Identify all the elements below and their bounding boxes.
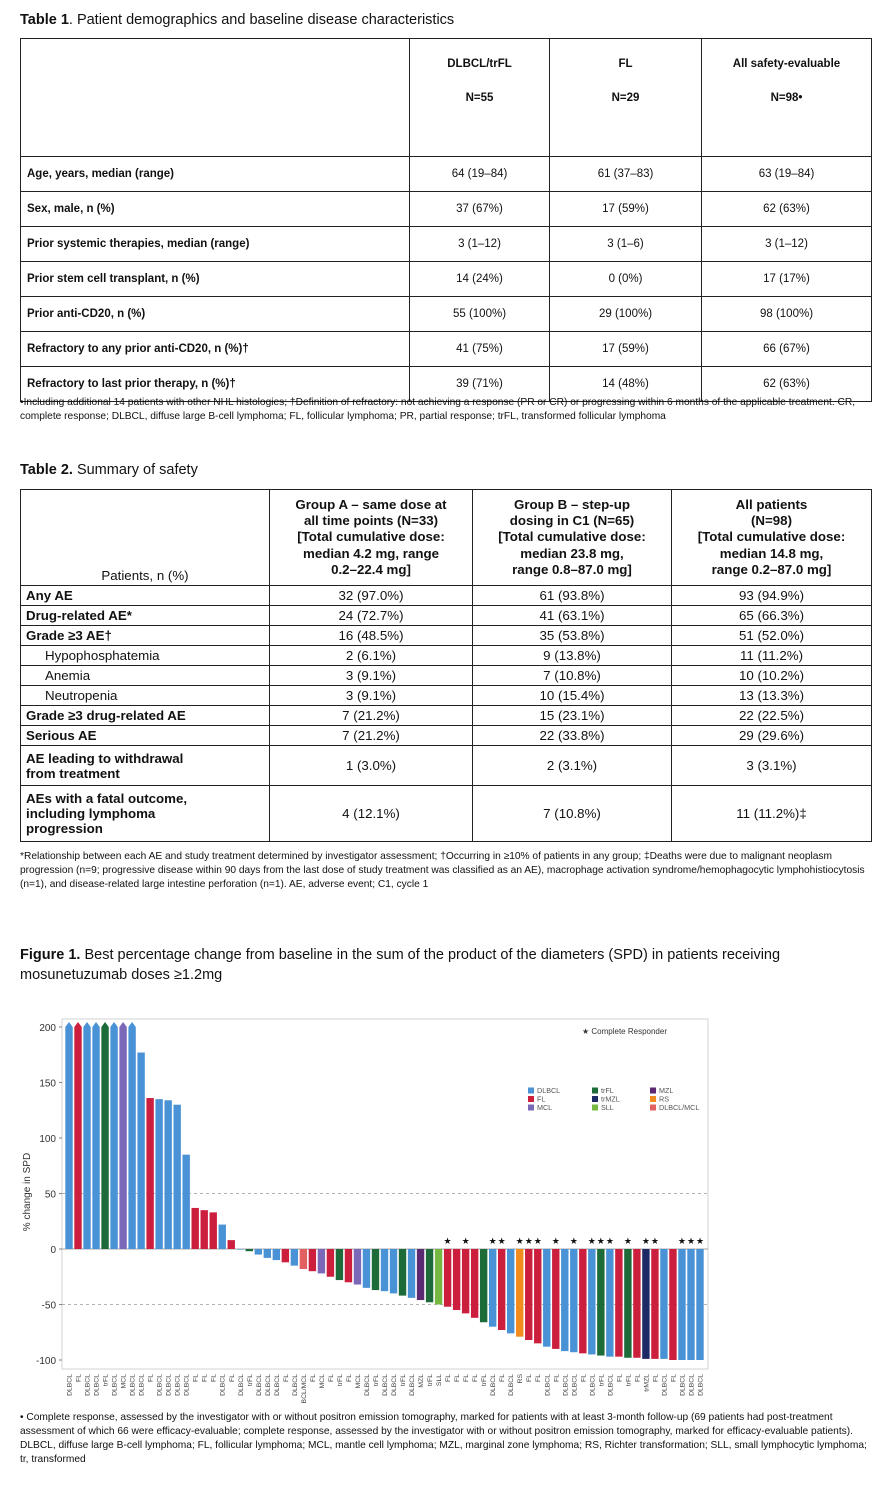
table2-row: AEs with a fatal outcome, including lymphoma progression 4 (12.1%) 7 (10.8%) 11 (11.2%)‡ (21, 786, 872, 842)
bar (417, 1249, 424, 1300)
table2-footnote: *Relationship between each AE and study treatment determined by investigator assessment; †Occurring in ≥10% of patients in any group; ‡Deaths were due to malignant neoplasm progression (n=9; progressive disease within 90 days from the last dose of study treatment was classified as an AE), macrophage activation syndrome/hemophagocytic lymphohistiocytosis (n=1), and disease-related large intestine perforation (n=1). AE, adverse event; C1, cycle 1 (20, 851, 865, 891)
bar (516, 1249, 523, 1337)
x-tick-label: DLBCL (183, 1374, 191, 1396)
bar (83, 1027, 90, 1249)
table2-row: Hypophosphatemia 2 (6.1%) 9 (13.8%) 11 (11.2%) (21, 646, 872, 666)
bar (534, 1249, 541, 1343)
bar (210, 1212, 217, 1249)
x-tick-label: DLBCL (219, 1374, 227, 1396)
bar (444, 1249, 451, 1307)
x-tick-label: FL (526, 1374, 534, 1382)
table2-col-group-b: Group B – step-up dosing in C1 (N=65) [Total cumulative dose: median 23.8 mg, range 0.8–87.0 mg] (473, 490, 672, 586)
legend-label: trMZL (601, 1094, 620, 1104)
x-tick-label: DLBCL (391, 1374, 399, 1396)
bar (92, 1027, 99, 1249)
table2-row: Neutropenia 3 (9.1%) 10 (15.4%) 13 (13.3%) (21, 686, 872, 706)
legend-swatch (650, 1105, 656, 1111)
complete-responder-legend: ★ Complete Responder (582, 1027, 667, 1036)
table2-row: AE leading to withdrawal from treatment 1 (3.0%) 2 (3.1%) 3 (3.1%) (21, 746, 872, 786)
x-tick-label: DLBCL (66, 1374, 74, 1396)
table2-col-group-a: Group A – same dose at all time points (N=33) [Total cumulative dose: median 4.2 mg, range 0.2–22.4 mg] (270, 490, 473, 586)
bar (381, 1249, 388, 1291)
table2-col-all: All patients (N=98) [Total cumulative dose: median 14.8 mg, range 0.2–87.0 mg] (672, 490, 872, 586)
figure1-caption: Figure 1. Best percentage change from baseline in the sum of the product of the diameters (SPD) in patients receiving mosunetuzumab doses ≥1.2mg (20, 947, 781, 983)
legend-label: DLBCL/MCL (659, 1103, 700, 1112)
bar (651, 1249, 658, 1359)
x-tick-label: DLBCL (688, 1374, 696, 1396)
capped-arrow (110, 1022, 117, 1027)
legend-swatch (528, 1096, 534, 1102)
legend-swatch (592, 1088, 598, 1094)
x-tick-label: DLBCL (508, 1374, 516, 1396)
safety-table (20, 489, 872, 842)
bar (327, 1249, 334, 1277)
complete-responder-marker: ★ (623, 1237, 632, 1247)
y-tick-label: -50 (41, 1300, 56, 1312)
bar (435, 1249, 442, 1305)
bar (525, 1249, 532, 1340)
bar (146, 1098, 153, 1249)
figure1-footnote: • Complete response, assessed by the investigator with or without positron emission tomography, marked for patients with at least 3-month follow-up (69 patients had post-treatment assessment of which 66 were efficacy-evaluable; complete response, assessed by the investigator with or without positron emission tomography, marked for efficacy-evaluable patients). DLBCL, diffuse large B-cell lymphoma; FL, follicular lymphoma; MCL, mantle cell lymphoma; MZL, marginal zone lymphoma; RS, Richter transformation; SLL, small lymphocytic lymphoma; tr, transformed (20, 1412, 867, 1466)
x-tick-label: FL (454, 1374, 462, 1382)
bar (372, 1249, 379, 1290)
table2-caption: Table 2. Summary of safety (20, 462, 198, 478)
bar (354, 1249, 361, 1285)
table2-row: Drug-related AE* 24 (72.7%) 41 (63.1%) 65 (66.3%) (21, 606, 872, 626)
bar (110, 1027, 117, 1249)
legend-swatch (650, 1096, 656, 1102)
complete-responder-marker: ★ (533, 1237, 542, 1247)
table1-corner-cell (21, 39, 410, 157)
bar (300, 1249, 307, 1269)
complete-responder-marker: ★ (488, 1237, 497, 1247)
bar (615, 1249, 622, 1357)
bar (552, 1249, 559, 1349)
complete-responder-marker: ★ (524, 1237, 533, 1247)
bar (390, 1249, 397, 1293)
table2-row: Any AE 32 (97.0%) 61 (93.8%) 93 (94.9%) (21, 586, 872, 606)
x-tick-label: DLBCL (156, 1374, 164, 1396)
x-tick-label: RS (517, 1374, 525, 1384)
x-tick-label: FL (445, 1374, 453, 1382)
x-tick-label: DLBCL (409, 1374, 417, 1396)
x-tick-label: trFL (427, 1374, 435, 1387)
x-tick-label: MCL (318, 1374, 326, 1389)
capped-arrow (92, 1022, 99, 1027)
bar (264, 1249, 271, 1258)
complete-responder-marker: ★ (686, 1237, 696, 1247)
x-tick-label: DLBCL (237, 1374, 245, 1396)
x-tick-label: FL (499, 1374, 507, 1382)
x-tick-label: DLBCL (544, 1374, 552, 1396)
bar (642, 1249, 649, 1359)
bar (318, 1249, 325, 1273)
bar (246, 1249, 253, 1251)
bar (192, 1208, 199, 1249)
bar (696, 1249, 703, 1360)
x-tick-label: DLBCL (363, 1374, 371, 1396)
x-tick-label: trFL (598, 1374, 606, 1387)
x-tick-label: FL (345, 1374, 353, 1382)
x-tick-label: FL (652, 1374, 660, 1382)
table2-row: Anemia 3 (9.1%) 7 (10.8%) 10 (10.2%) (21, 666, 872, 686)
bar (345, 1249, 352, 1282)
x-tick-label: DLBCL (490, 1374, 498, 1396)
legend-label: MCL (537, 1103, 553, 1112)
bar (561, 1249, 568, 1351)
x-tick-label: FL (580, 1374, 588, 1382)
y-axis-label: % change in SPD (22, 1152, 33, 1232)
table1-row: Age, years, median (range) 64 (19–84) 61 (37–83) 63 (19–84) (21, 157, 872, 192)
x-tick-label: MCL (120, 1374, 128, 1389)
x-tick-label: DLBCL (697, 1374, 705, 1396)
bar (182, 1155, 189, 1249)
table1-col-fl: FL N=29 (550, 39, 702, 157)
bar (408, 1249, 415, 1298)
complete-responder-marker: ★ (695, 1237, 705, 1247)
bar (507, 1249, 514, 1333)
complete-responder-marker: ★ (650, 1237, 659, 1247)
x-tick-label: trFL (481, 1374, 489, 1387)
bar (336, 1249, 343, 1280)
x-tick-label: FL (201, 1374, 209, 1382)
x-tick-label: trFL (336, 1374, 344, 1387)
x-tick-label: FL (327, 1374, 335, 1382)
demographics-table (20, 38, 872, 402)
bar (128, 1027, 135, 1249)
legend-label: DLBCL (537, 1086, 561, 1095)
bar (65, 1027, 72, 1249)
bar (624, 1249, 631, 1358)
x-tick-label: DLBCL (138, 1374, 146, 1396)
table1-row: Prior anti-CD20, n (%) 55 (100%) 29 (100%) 98 (100%) (21, 297, 872, 332)
bar (678, 1249, 685, 1360)
legend-label: FL (537, 1094, 546, 1104)
legend-label: SLL (601, 1103, 614, 1112)
legend-swatch (528, 1088, 534, 1094)
x-tick-label: DLBCL (84, 1374, 92, 1396)
x-tick-label: DLBCL (679, 1374, 687, 1396)
legend-swatch (528, 1105, 534, 1111)
x-tick-label: DLBCL (273, 1374, 281, 1396)
bar (228, 1240, 235, 1249)
x-tick-label: FL (616, 1374, 624, 1382)
bar (74, 1027, 81, 1249)
x-tick-label: trFL (246, 1374, 254, 1387)
complete-responder-marker: ★ (551, 1237, 560, 1247)
capped-arrow (119, 1022, 126, 1027)
y-tick-label: 150 (39, 1078, 56, 1090)
bar (498, 1249, 505, 1330)
x-tick-label: trFL (372, 1374, 380, 1387)
bar (119, 1027, 126, 1249)
bar (453, 1249, 460, 1310)
complete-responder-marker: ★ (497, 1237, 506, 1247)
bar (579, 1249, 586, 1353)
x-tick-label: DLBCL (661, 1374, 669, 1396)
x-tick-label: FL (553, 1374, 561, 1382)
legend-swatch (650, 1088, 656, 1094)
bar (426, 1249, 433, 1302)
bar (291, 1249, 298, 1266)
x-tick-label: FL (75, 1374, 83, 1382)
x-tick-label: SLL (436, 1374, 444, 1387)
x-tick-label: DLBCL (607, 1374, 615, 1396)
x-tick-label: BCL/MCL (300, 1374, 308, 1404)
x-tick-label: DLBCL (291, 1374, 299, 1396)
table2-row: Grade ≥3 drug-related AE 7 (21.2%) 15 (23.1%) 22 (22.5%) (21, 706, 872, 726)
legend-swatch (592, 1105, 598, 1111)
x-tick-label: DLBCL (165, 1374, 173, 1396)
bar (606, 1249, 613, 1357)
bar (462, 1249, 469, 1313)
capped-arrow (74, 1022, 81, 1027)
bar (669, 1249, 676, 1360)
x-tick-label: FL (147, 1374, 155, 1382)
table1-row: Prior stem cell transplant, n (%) 14 (24%) 0 (0%) 17 (17%) (21, 262, 872, 297)
x-tick-label: trFL (625, 1374, 633, 1387)
table1-col-dlbcl: DLBCL/trFL N=55 (410, 39, 550, 157)
bar (489, 1249, 496, 1327)
bar (282, 1249, 289, 1262)
bar (471, 1249, 478, 1318)
bar (155, 1099, 162, 1249)
x-tick-label: FL (463, 1374, 471, 1382)
legend-label: RS (659, 1094, 669, 1104)
table1-col-all: All safety-evaluable N=98• (702, 39, 872, 157)
bar (570, 1249, 577, 1352)
table2-row-header: Patients, n (%) (21, 490, 270, 586)
bar (660, 1249, 667, 1359)
x-tick-label: MCL (354, 1374, 362, 1389)
x-tick-label: FL (192, 1374, 200, 1382)
x-tick-label: FL (282, 1374, 290, 1382)
y-tick-label: 0 (50, 1245, 56, 1256)
complete-responder-marker: ★ (677, 1237, 687, 1247)
table2-row: Serious AE 7 (21.2%) 22 (33.8%) 29 (29.6%) (21, 726, 872, 746)
table1-footnote: •Including additional 14 patients with other NHL histologies; †Definition of refractory: not achieving a response (PR or CR) or progressing within 6 months of the applicable treatment. CR, complete response; DLBCL, diffuse large B-cell lymphoma; FL, follicular lymphoma; PR, partial response; trFL, transformed follicular lymphoma (20, 397, 856, 423)
table1-caption: Table 1. Patient demographics and baseline disease characteristics (20, 12, 455, 28)
capped-arrow (128, 1022, 135, 1027)
x-tick-label: DLBCL (571, 1374, 579, 1396)
table1-row: Refractory to any prior anti-CD20, n (%)† 41 (75%) 17 (59%) 66 (67%) (21, 332, 872, 367)
x-tick-label: FL (670, 1374, 678, 1382)
x-tick-label: FL (210, 1374, 218, 1382)
x-tick-label: FL (472, 1374, 480, 1382)
table1-row: Sex, male, n (%) 37 (67%) 17 (59%) 62 (63%) (21, 192, 872, 227)
bar (309, 1249, 316, 1271)
bar (219, 1225, 226, 1249)
complete-responder-marker: ★ (596, 1237, 605, 1247)
x-tick-label: trFL (400, 1374, 408, 1387)
x-tick-label: DLBCL (129, 1374, 137, 1396)
x-tick-label: trMZL (643, 1374, 651, 1392)
bar (597, 1249, 604, 1356)
complete-responder-marker: ★ (587, 1237, 596, 1247)
table1-row: Prior systemic therapies, median (range) 3 (1–12) 3 (1–6) 3 (1–12) (21, 227, 872, 262)
complete-responder-marker: ★ (605, 1237, 614, 1247)
capped-arrow (83, 1022, 90, 1027)
complete-responder-marker: ★ (515, 1237, 524, 1247)
x-tick-label: DLBCL (264, 1374, 272, 1396)
table2-row: Grade ≥3 AE† 16 (48.5%) 35 (53.8%) 51 (52.0%) (21, 626, 872, 646)
bar (543, 1249, 550, 1347)
x-tick-label: FL (535, 1374, 543, 1382)
x-tick-label: DLBCL (174, 1374, 182, 1396)
x-tick-label: DLBCL (589, 1374, 597, 1396)
y-tick-label: -100 (35, 1356, 56, 1367)
capped-arrow (65, 1022, 72, 1027)
bar (480, 1249, 487, 1322)
complete-responder-marker: ★ (443, 1237, 452, 1247)
bar (173, 1105, 180, 1249)
x-tick-label: DLBCL (382, 1374, 389, 1396)
x-tick-label: FL (228, 1374, 236, 1382)
bar (687, 1249, 694, 1360)
x-tick-label: FL (309, 1374, 317, 1382)
complete-responder-marker: ★ (569, 1237, 578, 1247)
bar (363, 1249, 370, 1288)
bar (101, 1027, 108, 1249)
y-tick-label: 100 (39, 1134, 56, 1145)
table1-row: Refractory to last prior therapy, n (%)† 39 (71%) 14 (48%) 62 (63%) (21, 367, 872, 402)
bar (588, 1249, 595, 1354)
x-tick-label: FL (634, 1374, 642, 1382)
x-tick-label: trFL (102, 1374, 110, 1387)
legend-label: trFL (601, 1086, 614, 1095)
bar (273, 1249, 280, 1260)
x-tick-label: DLBCL (255, 1374, 263, 1396)
bar (137, 1053, 144, 1249)
x-tick-label: DLBCL (562, 1374, 570, 1396)
bar (164, 1100, 171, 1249)
complete-responder-marker: ★ (641, 1237, 650, 1247)
bar (201, 1210, 208, 1249)
legend-swatch (592, 1096, 598, 1102)
capped-arrow (101, 1022, 108, 1027)
legend-label: MZL (659, 1086, 674, 1095)
bar (255, 1249, 262, 1255)
x-tick-label: DLBCL (93, 1374, 101, 1396)
bar (237, 1249, 244, 1250)
x-tick-label: MZL (418, 1374, 426, 1388)
spd-waterfall-chart (0, 1007, 881, 1407)
x-tick-label: DLBCL (111, 1374, 119, 1396)
y-tick-label: 50 (44, 1189, 56, 1201)
bar (633, 1249, 640, 1358)
bar (399, 1249, 406, 1296)
complete-responder-marker: ★ (461, 1237, 470, 1247)
y-tick-label: 200 (39, 1023, 56, 1034)
